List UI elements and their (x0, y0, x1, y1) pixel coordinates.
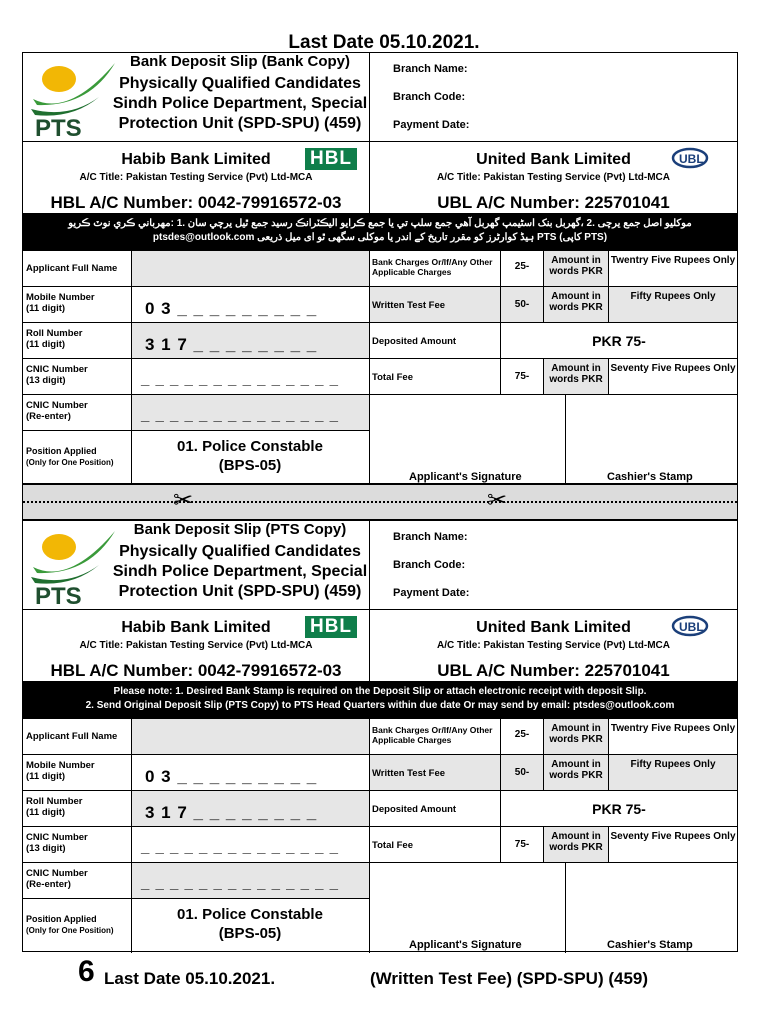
ubl-ac-number: UBL A/C Number: 225701041 (437, 661, 670, 680)
position-value[interactable]: 01. Police Constable (BPS-05) (177, 438, 323, 474)
slip-title-block (109, 521, 371, 602)
note-line-2: (PTS کاپی) PTS ہیڈ کوارٹرز کو مقرر تاریخ کے اندر یا موکلی سگھی ٿو ای میل ذریعی ptsdes@outlook.com (152, 232, 608, 243)
divider (369, 53, 370, 141)
deposited-label: Deposited Amount (372, 336, 457, 347)
hbl-ac-number: HBL A/C Number: 0042-79916572-03 (50, 661, 342, 680)
ubl-name: United Bank Limited (476, 619, 631, 636)
applicant-signature-label: Applicant's Signature (409, 471, 522, 483)
hbl-logo-icon: HBL (305, 616, 357, 638)
total-fee-words: Seventy Five Rupees Only (610, 363, 736, 374)
divider (608, 359, 609, 395)
branch-code-field[interactable]: Branch Code: (393, 559, 466, 571)
cut-line-band (22, 484, 738, 520)
branch-name-field[interactable]: Branch Name: (393, 531, 468, 543)
applicant-name-label: Applicant Full Name (26, 263, 118, 274)
divider (543, 359, 544, 395)
footer-fee-info: (Written Test Fee) (SPD-SPU) (459) (370, 969, 649, 988)
divider (565, 863, 566, 953)
cnic-label: CNIC Number (13 digit) (26, 832, 88, 854)
slip-pts-copy (22, 520, 738, 952)
divider (500, 827, 501, 863)
ubl-name: United Bank Limited (476, 151, 631, 168)
bank-charges-words: Twentry Five Rupees Only (610, 723, 736, 734)
branch-code-field[interactable]: Branch Code: (393, 91, 466, 103)
dotted-cut-line (23, 501, 737, 503)
ubl-logo-icon (670, 615, 720, 637)
pts-logo-text: PTS (35, 115, 82, 142)
amount-words-label: Amount in words PKR (549, 291, 603, 313)
note-line-1: موکلیو اصل جمع یرچی .2 ،گھربل بنک اسٹیمپ گهربل آهي جمع سلپ تي يا جمع ڪرايو اليڪٽرانڪ رسيد جمع ٿيل يرچي سان .1 :مهرباني ڪري نوٽ ڪريو (68, 218, 692, 229)
applicant-name-label: Applicant Full Name (26, 731, 118, 742)
applicant-name-input[interactable] (131, 719, 369, 755)
divider (500, 719, 501, 791)
ubl-account (370, 609, 737, 681)
cnic-re-label: CNIC Number (Re-enter) (26, 400, 88, 422)
bank-accounts (23, 609, 737, 681)
hbl-ac-title: A/C Title: Pakistan Testing Service (Pvt) Ltd-MCA (79, 640, 313, 651)
hbl-account (23, 141, 369, 213)
subtitle-line-2: Sindh Police Department, Special (112, 95, 368, 112)
total-fee-amount: 75- (514, 839, 530, 850)
page-number: 6 (78, 955, 95, 988)
note-bar-urdu (23, 213, 737, 251)
divider (500, 791, 501, 827)
cashier-stamp-label: Cashier's Stamp (607, 471, 693, 483)
divider (500, 323, 501, 359)
subtitle-line-2: Sindh Police Department, Special (112, 563, 368, 580)
slip-bank-copy (22, 52, 738, 484)
roll-label: Roll Number (11 digit) (26, 796, 83, 818)
divider (500, 251, 501, 323)
hbl-ac-number: HBL A/C Number: 0042-79916572-03 (50, 193, 342, 212)
hbl-name: Habib Bank Limited (121, 619, 271, 636)
divider (543, 719, 544, 791)
slip-title-block (109, 53, 371, 134)
mobile-input[interactable]: 0 3 _ _ _ _ _ _ _ _ _ (145, 767, 318, 786)
ubl-logo-icon (670, 147, 720, 169)
cnic-input[interactable]: _ _ _ _ _ _ _ _ _ _ _ _ _ _ (141, 371, 339, 388)
roll-input[interactable]: 3 1 7 _ _ _ _ _ _ _ _ (145, 803, 318, 822)
divider (500, 359, 501, 395)
branch-name-field[interactable]: Branch Name: (393, 63, 468, 75)
slip-title: Bank Deposit Slip (PTS Copy) (133, 521, 347, 538)
divider (543, 827, 544, 863)
mobile-label: Mobile Number (11 digit) (26, 760, 95, 782)
divider (543, 251, 544, 323)
cashier-stamp-label: Cashier's Stamp (607, 939, 693, 951)
divider (565, 395, 566, 485)
note-bar (23, 681, 737, 719)
divider (608, 827, 609, 863)
mobile-input[interactable]: 0 3 _ _ _ _ _ _ _ _ _ (145, 299, 318, 318)
bank-charges-label: Bank Charges Or/If/Any Other Applicable Charges (372, 725, 493, 745)
footer-last-date: Last Date 05.10.2021. (104, 969, 276, 988)
amount-words-label: Amount in words PKR (544, 827, 608, 862)
slip-header (23, 53, 737, 142)
cnic-re-label: CNIC Number (Re-enter) (26, 868, 88, 890)
written-fee-words: Fifty Rupees Only (630, 291, 716, 302)
bank-charges-amount: 25- (514, 729, 530, 740)
subtitle-line-1: Physically Qualified Candidates (119, 75, 361, 92)
total-fee-words: Seventy Five Rupees Only (610, 831, 736, 842)
top-last-date: Last Date 05.10.2021. (288, 32, 480, 53)
note-line-2: 2. Send Original Deposit Slip (PTS Copy) to PTS Head Quarters within due date Or may send by email: ptsdes@outlook.com (85, 700, 675, 711)
subtitle-line-3: Protection Unit (SPD-SPU) (459) (118, 115, 362, 132)
note-line-1: Please note: 1. Desired Bank Stamp is required on the Deposit Slip or attach electronic receipt with deposit Slip. (113, 686, 647, 697)
amount-words-label: Amount in words PKR (544, 359, 608, 394)
amount-words-label: Amount in words PKR (544, 251, 608, 286)
hbl-account (23, 609, 369, 681)
subtitle-line-3: Protection Unit (SPD-SPU) (459) (118, 583, 362, 600)
written-fee-amount: 50- (514, 299, 530, 310)
mobile-label: Mobile Number (11 digit) (26, 292, 95, 314)
written-fee-label: Written Test Fee (372, 300, 446, 311)
position-value[interactable]: 01. Police Constable (BPS-05) (177, 906, 323, 942)
bank-accounts (23, 141, 737, 213)
deposited-value: PKR 75- (592, 333, 646, 349)
payment-date-field[interactable]: Payment Date: (393, 119, 470, 131)
divider (131, 251, 132, 485)
written-fee-amount: 50- (514, 767, 530, 778)
ubl-account (370, 141, 737, 213)
divider (131, 719, 132, 953)
hbl-name: Habib Bank Limited (121, 151, 271, 168)
amount-words-label: Amount in words PKR (549, 759, 603, 781)
divider (369, 521, 370, 609)
form-grid (23, 719, 737, 953)
form-grid (23, 251, 737, 485)
ubl-ac-number: UBL A/C Number: 225701041 (437, 193, 670, 212)
divider (608, 251, 609, 323)
bank-charges-words: Twentry Five Rupees Only (610, 255, 736, 266)
roll-input[interactable]: 3 1 7 _ _ _ _ _ _ _ _ (145, 335, 318, 354)
total-fee-label: Total Fee (372, 840, 413, 851)
svg-text:UBL: UBL (679, 152, 704, 166)
ubl-ac-title: A/C Title: Pakistan Testing Service (Pvt) Ltd-MCA (436, 640, 670, 651)
applicant-signature-label: Applicant's Signature (409, 939, 522, 951)
subtitle-line-1: Physically Qualified Candidates (119, 543, 361, 560)
total-fee-label: Total Fee (372, 372, 413, 383)
position-label: Position Applied (Only for One Position) (26, 446, 114, 467)
amount-words-label: Amount in words PKR (544, 719, 608, 754)
deposited-value: PKR 75- (592, 801, 646, 817)
slip-header (23, 521, 737, 610)
cnic-input[interactable]: _ _ _ _ _ _ _ _ _ _ _ _ _ _ (141, 839, 339, 856)
deposited-label: Deposited Amount (372, 804, 457, 815)
cnic-label: CNIC Number (13 digit) (26, 364, 88, 386)
cnic-re-input[interactable]: _ _ _ _ _ _ _ _ _ _ _ _ _ _ (141, 407, 339, 424)
hbl-ac-title: A/C Title: Pakistan Testing Service (Pvt) Ltd-MCA (79, 172, 313, 183)
divider (608, 719, 609, 791)
total-fee-amount: 75- (514, 371, 530, 382)
pts-logo-text: PTS (35, 583, 82, 610)
bank-charges-label: Bank Charges Or/If/Any Other Applicable Charges (372, 257, 493, 277)
written-fee-words: Fifty Rupees Only (630, 759, 716, 770)
written-fee-label: Written Test Fee (372, 768, 446, 779)
scissors-icon: ✂ (173, 487, 194, 514)
slip-title: Bank Deposit Slip (Bank Copy) (129, 53, 351, 70)
scissors-icon: ✂ (487, 487, 508, 514)
bank-charges-amount: 25- (514, 261, 530, 272)
roll-label: Roll Number (11 digit) (26, 328, 83, 350)
cnic-re-input[interactable]: _ _ _ _ _ _ _ _ _ _ _ _ _ _ (141, 875, 339, 892)
hbl-logo-icon: HBL (305, 148, 357, 170)
svg-text:UBL: UBL (679, 620, 704, 634)
payment-date-field[interactable]: Payment Date: (393, 587, 470, 599)
applicant-name-input[interactable] (131, 251, 369, 287)
ubl-ac-title: A/C Title: Pakistan Testing Service (Pvt) Ltd-MCA (436, 172, 670, 183)
position-label: Position Applied (Only for One Position) (26, 914, 114, 935)
